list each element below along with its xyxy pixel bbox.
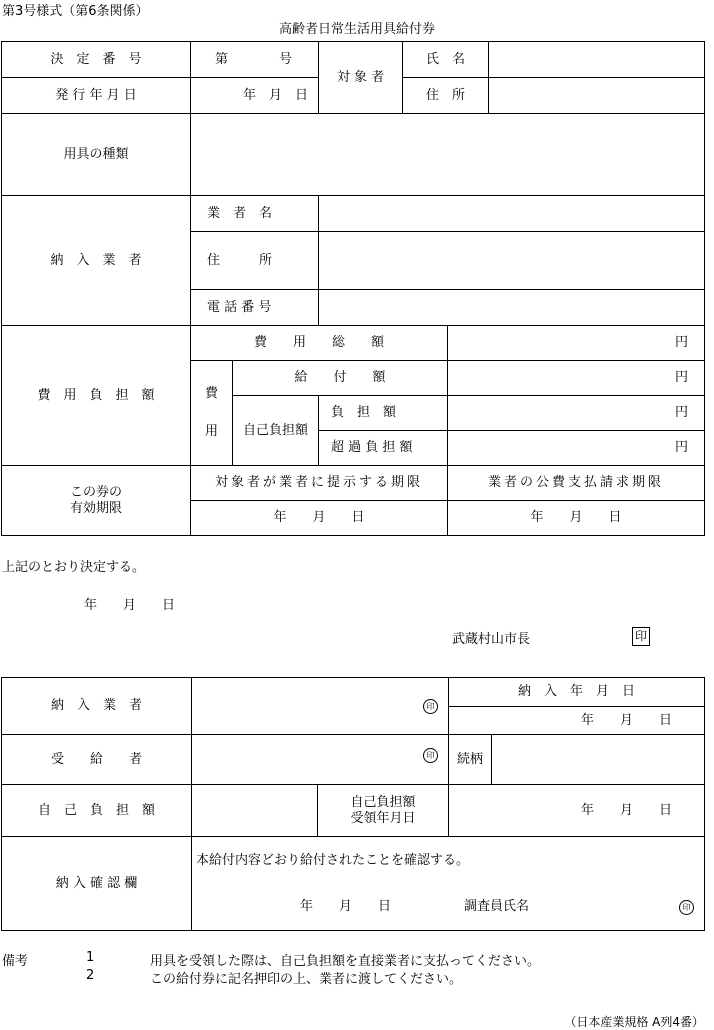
self-burden-label-2: 自 己 負 担 額 — [2, 785, 192, 837]
recipient-seal-icon: 印 — [423, 748, 438, 763]
inspector-seal-icon: 印 — [679, 900, 694, 915]
inspector-seal — [679, 899, 694, 915]
recipient-label: 受 給 者 — [2, 735, 192, 785]
supplier-field-2[interactable] — [192, 678, 449, 735]
standard-note: （日本産業規格 A列4番） — [564, 1015, 704, 1029]
relation-label: 続柄 — [449, 735, 492, 785]
claim-deadline-field[interactable]: 年 月 日 — [448, 501, 705, 536]
hi-char: 費 — [204, 386, 218, 401]
name-field[interactable] — [489, 42, 705, 78]
supplier-address-field[interactable] — [319, 232, 705, 290]
self-burden-label: 自己負担額 — [233, 396, 319, 466]
confirm-text: 本給付内容どおり給付されたことを確認する。 — [196, 853, 470, 868]
receipt-line-2: 受領年月日 — [350, 810, 416, 826]
seal-icon: 印 — [632, 627, 650, 646]
tool-type-field[interactable] — [191, 114, 705, 196]
phone-label: 電 話 番 号 — [191, 290, 319, 326]
validity-label — [2, 466, 191, 536]
company-name-field[interactable] — [319, 196, 705, 232]
self-burden-field-2[interactable] — [192, 785, 318, 837]
delivery-table — [1, 677, 705, 931]
note-1-text: 用具を受領した際は、自己負担額を直接業者に支払ってください。 — [150, 954, 541, 969]
delivery-date-label: 納 入 年 月 日 — [449, 678, 705, 707]
voucher-table — [1, 41, 705, 536]
decision-number-label: 決 定 番 号 — [2, 42, 191, 78]
target-person-label: 対 象 者 — [319, 42, 403, 114]
grant-amount-label: 給 付 額 — [233, 361, 448, 396]
confirm-date: 年 月 日 — [300, 899, 392, 914]
tool-type-label: 用具の種類 — [2, 114, 191, 196]
mayor-seal — [632, 627, 650, 646]
you-char: 用 — [204, 424, 218, 439]
presentation-deadline-label: 対象者が業者に提示する期限 — [191, 466, 448, 501]
cost-vertical-label — [191, 361, 233, 466]
mayor-title: 武蔵村山市長 — [452, 632, 531, 647]
issue-date-field[interactable]: 年 月 日 — [191, 78, 319, 114]
issue-date-label: 発 行 年 月 日 — [2, 78, 191, 114]
supplier-label: 納 入 業 者 — [2, 196, 191, 326]
claim-deadline-label: 業者の公費支払請求期限 — [448, 466, 705, 501]
company-name-label: 業 者 名 — [191, 196, 319, 232]
phone-field[interactable] — [319, 290, 705, 326]
form-title: 高齢者日常生活用具給付券 — [278, 22, 435, 37]
decided-date: 年 月 日 — [84, 598, 176, 613]
address-field[interactable] — [489, 78, 705, 114]
validity-line-2: 有効期限 — [69, 500, 122, 516]
delivery-confirm-label: 納 入 確 認 欄 — [2, 837, 192, 931]
decision-number-field[interactable] — [191, 42, 319, 78]
grant-amount-field[interactable]: 円 — [448, 361, 705, 396]
burden-amount-label: 負 担 額 — [319, 396, 448, 431]
notes-label: 備考 — [2, 954, 29, 969]
decided-text: 上記のとおり決定する。 — [2, 560, 146, 575]
dai-label: 第 — [215, 51, 229, 67]
receipt-line-1: 自己負担額 — [350, 794, 416, 810]
address-label: 住 所 — [403, 78, 489, 114]
note-2-num: 2 — [86, 968, 95, 983]
supplier-address-label: 住 所 — [191, 232, 319, 290]
supplier-seal-icon: 印 — [423, 699, 438, 714]
excess-burden-label: 超 過 負 担 額 — [319, 431, 448, 466]
receipt-date-label — [318, 785, 449, 837]
note-1-num: 1 — [86, 950, 95, 965]
presentation-deadline-field[interactable]: 年 月 日 — [191, 501, 448, 536]
gou-label: 号 — [279, 51, 293, 67]
form-number: 第3号様式（第6条関係） — [2, 4, 149, 19]
relation-field[interactable] — [492, 735, 705, 785]
delivery-date-field[interactable]: 年 月 日 — [449, 707, 705, 735]
supplier-label-2: 納 入 業 者 — [2, 678, 192, 735]
cost-total-label: 費 用 総 額 — [191, 326, 448, 361]
excess-burden-field[interactable]: 円 — [448, 431, 705, 466]
recipient-field[interactable] — [192, 735, 449, 785]
cost-burden-label: 費 用 負 担 額 — [2, 326, 191, 466]
note-2-text: この給付券に記名押印の上、業者に渡してください。 — [150, 972, 463, 987]
burden-amount-field[interactable]: 円 — [448, 396, 705, 431]
delivery-confirm-field[interactable] — [192, 837, 705, 931]
cost-total-field[interactable]: 円 — [448, 326, 705, 361]
name-label: 氏 名 — [403, 42, 489, 78]
validity-line-1: この券の — [69, 484, 122, 500]
receipt-date-field[interactable]: 年 月 日 — [449, 785, 705, 837]
inspector-label: 調査員氏名 — [464, 899, 530, 914]
